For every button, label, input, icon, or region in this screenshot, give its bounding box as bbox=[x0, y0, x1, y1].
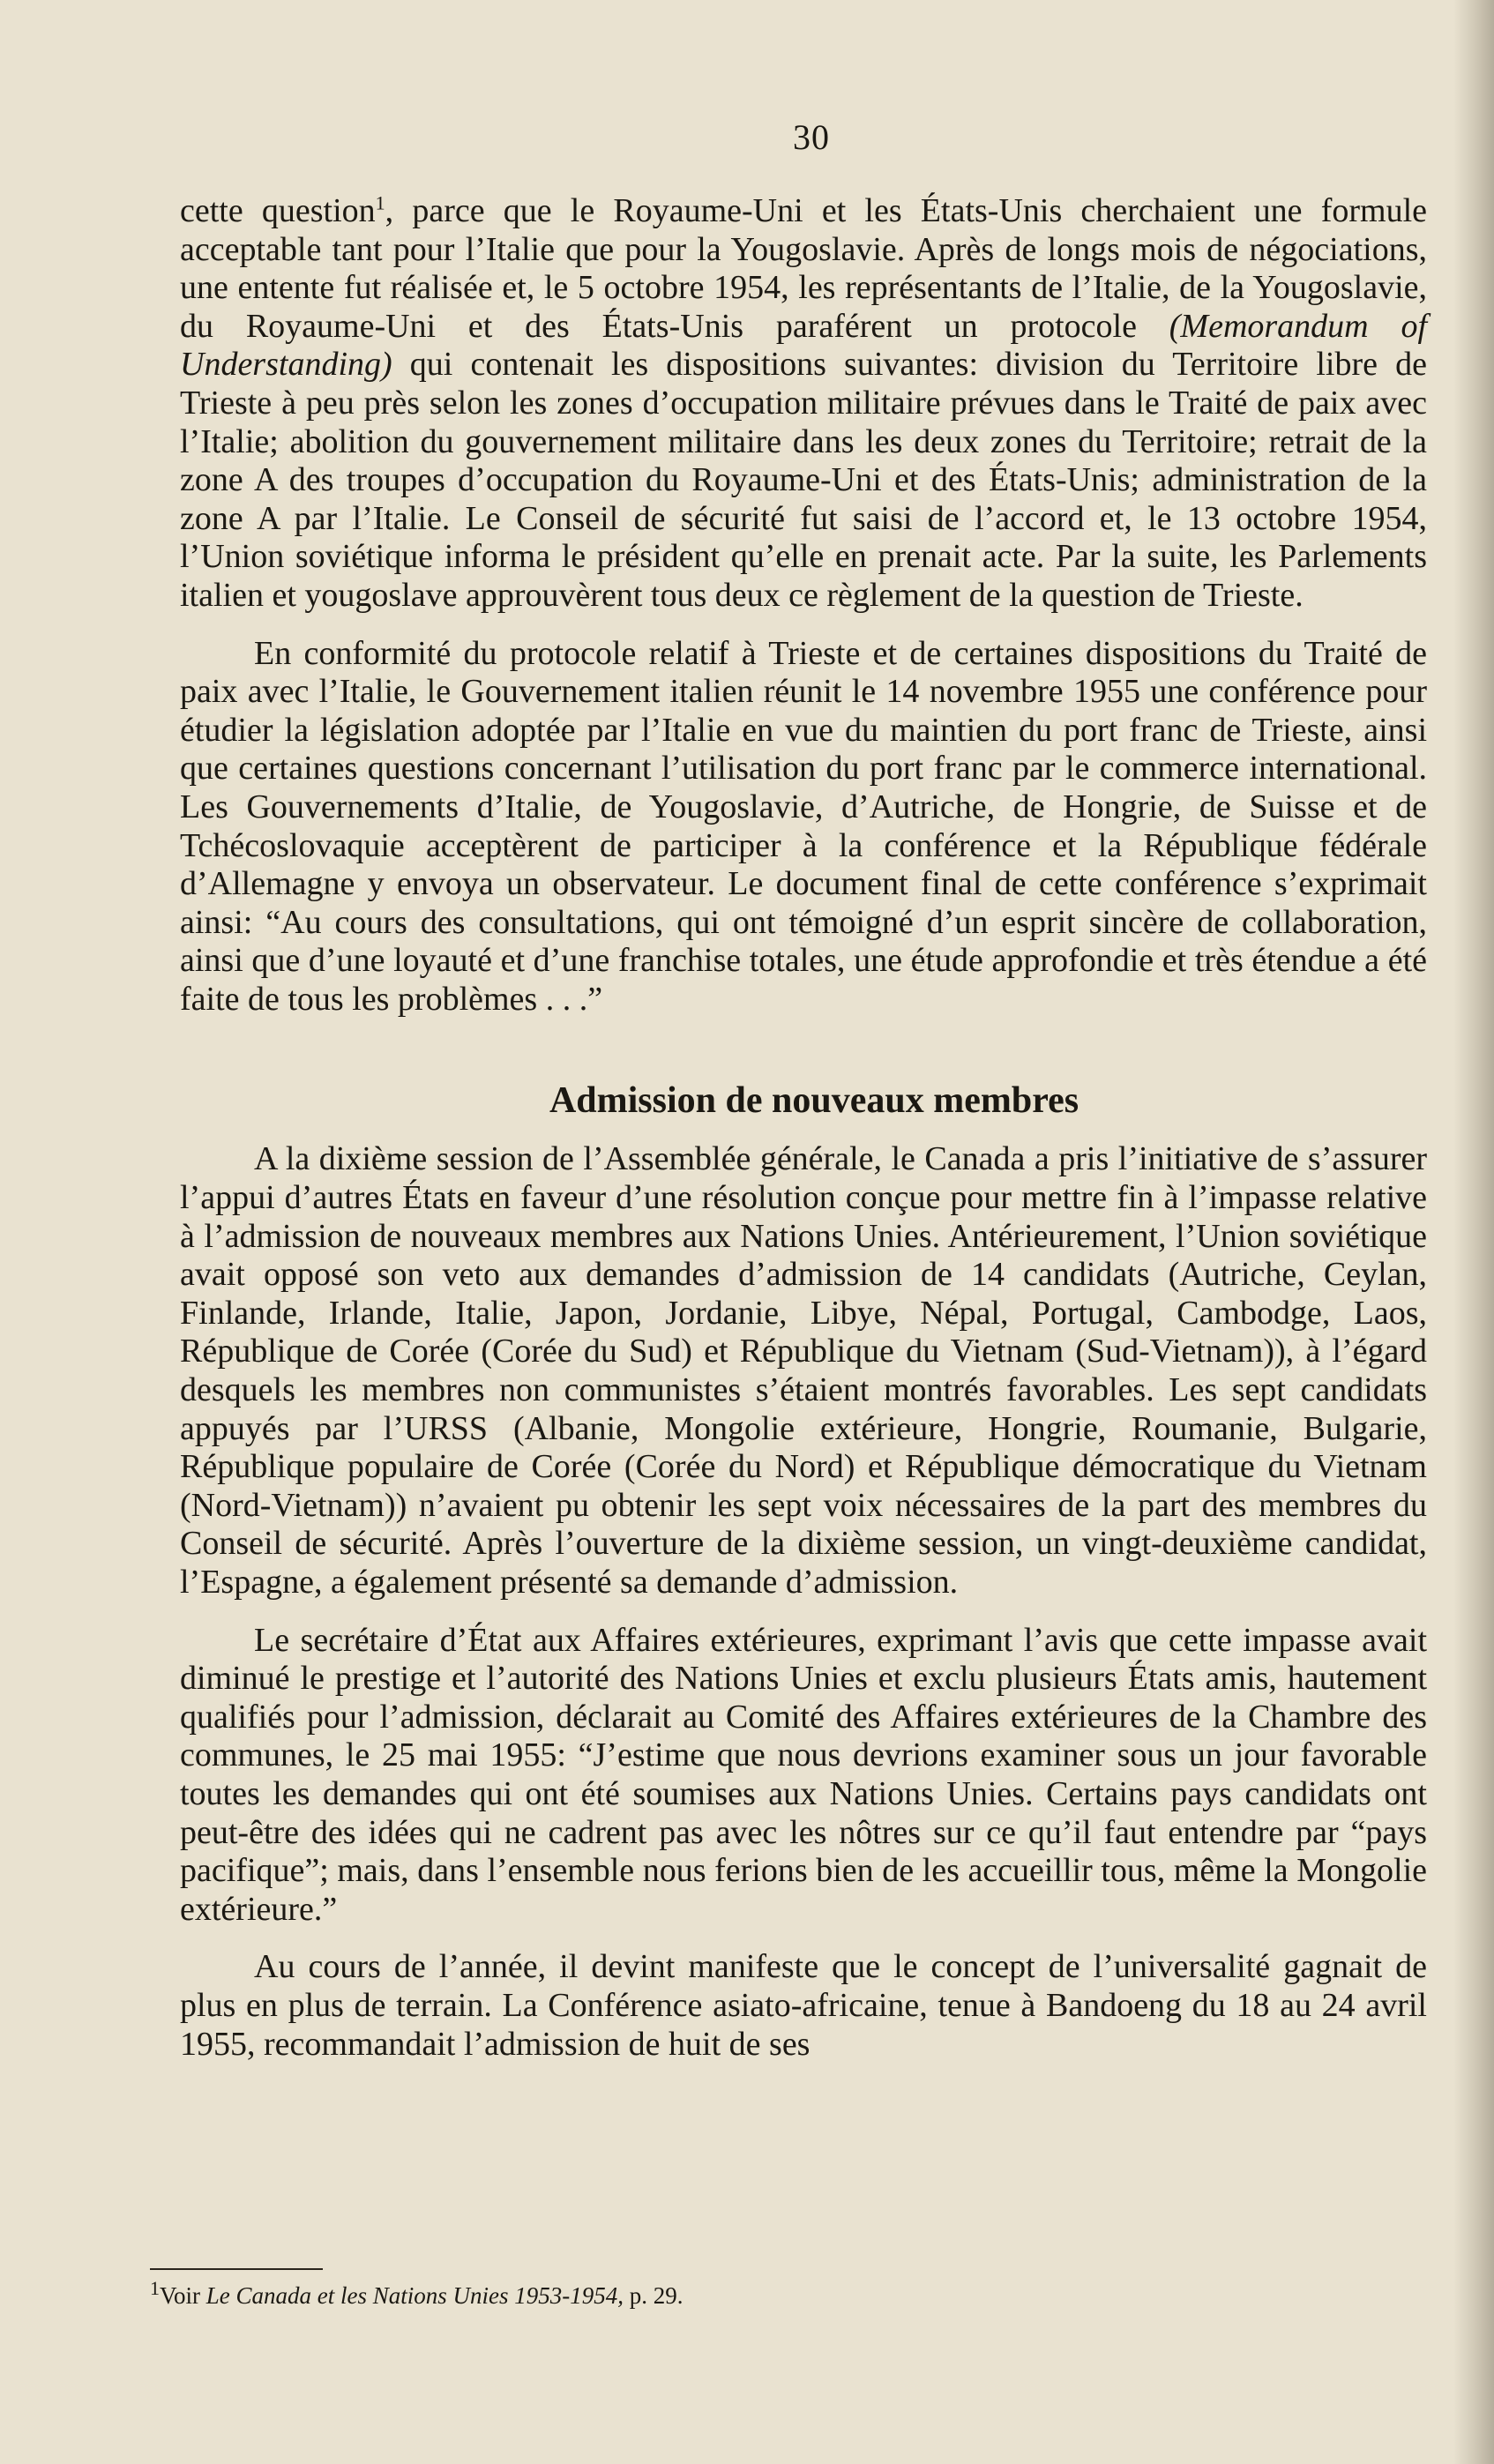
memorandum-title: (Memorandum of Understanding) bbox=[180, 307, 1427, 384]
footnote-reference: 1 bbox=[375, 191, 385, 214]
footnote-marker: 1 bbox=[150, 2277, 160, 2299]
section-heading: Admission de nouveaux membres bbox=[549, 1080, 1079, 1122]
paragraph-trieste-protocol bbox=[180, 192, 1427, 616]
footnote-suffix: p. 29. bbox=[624, 2282, 684, 2309]
paragraph-universality: Au cours de l’année, il devint manifeste que le concept de l’universalité gagnait de plus en plus de terrain. La Conférence asiato-africaine, tenue à Bandoeng du 18 au 24 avril 1955, recommandait l’admission de huit de ses bbox=[180, 1948, 1427, 2063]
footnote-prefix: Voir bbox=[160, 2282, 206, 2309]
paragraph-new-members: A la dixième session de l’Assemblée générale, le Canada a pris l’initiative de s’assurer l’appui d’autres États en faveur d’une résolution conçue pour mettre fin à l’impasse relative à l’admission de nouveaux membres aux Nations Unies. Antérieurement, l’Union soviétique avait opposé son veto aux demandes d’admission de 14 candidats (Autriche, Ceylan, Finlande, Irlande, Italie, Japon, Jordanie, Libye, Népal, Portugal, Cambodge, Laos, République de Corée (Corée du Sud) et République du Vietnam (Sud-Vietnam)), à l’égard desquels les membres non communistes s’étaient montrés favorables. Les sept candidats appuyés par l’URSS (Albanie, Mongolie extérieure, Hongrie, Roumanie, Bulgarie, République populaire de Corée (Corée du Nord) et République démocratique du Vietnam (Nord-Vietnam)) n’avaient pu obtenir les sept voix nécessaires de la part des membres du Conseil de sécurité. Après l’ouverture de la dixième session, un vingt-deuxième candidat, l’Espagne, a également présenté sa demande d’admission. bbox=[180, 1140, 1427, 1601]
paragraph-secretary-statement: Le secrétaire d’État aux Affaires extérieures, exprimant l’avis que cette impasse avait diminué le prestige et l’autorité des Nations Unies et exclu plusieurs États amis, hautement qualifiés pour l’admission, déclarait au Comité des Affaires extérieures de la Chambre des communes, le 25 mai 1955: “J’estime que nous devrions examiner sous un jour favorable toutes les demandes qui ont été soumises aux Nations Unies. Certains pays candidats ont peut-être des idées qui ne cadrent pas avec les nôtres sur ce qu’il faut entendre par “pays pacifique”; mais, dans l’ensemble nous ferions bien de les accueillir tous, même la Mongolie extérieure.” bbox=[180, 1621, 1427, 1928]
page-body bbox=[180, 192, 1427, 2064]
page-edge-shadow bbox=[1453, 0, 1494, 2464]
page-number: 30 bbox=[793, 117, 830, 157]
paragraph-text-start: cette question bbox=[180, 192, 376, 229]
footnote-rule bbox=[150, 2268, 323, 2270]
paragraph-text-end: qui contenait les dispositions suivantes: division du Territoire libre de Trieste à peu près selon les zones d’occupation militaire prévues dans le Traité de paix avec l’Italie; abolition du gouvernement militaire dans les deux zones du Territoire; retrait de la zone A des troupes d’occupation du Royaume-Uni et des États-Unis; administration de la zone A par l’Italie. Le Conseil de sécurité fut saisi de l’accord et, le 13 octobre 1954, l’Union soviétique informa le président qu’elle en prenait acte. Par la suite, les Parlements italien et yougoslave approuvèrent tous deux ce règlement de la question de Trieste. bbox=[180, 346, 1427, 614]
footnote-citation-title: Le Canada et les Nations Unies 1953-1954, bbox=[205, 2282, 624, 2309]
paragraph-text-middle: , parce que le Royaume-Uni et les États-Unis cherchaient une formule acceptable tant pour l’Italie que pour la Yougoslavie. Après de longs mois de négociations, une entente fut réalisée et, le 5 octobre 1954, les représentants de l’Italie, de la Yougoslavie, du Royaume-Uni et des États-Unis paraférent un protocole bbox=[180, 192, 1427, 345]
footnote bbox=[150, 2277, 684, 2311]
paragraph-free-port-conference: En conformité du protocole relatif à Trieste et de certaines dispositions du Traité de paix avec l’Italie, le Gouvernement italien réunit le 14 novembre 1955 une conférence pour étudier la législation adoptée par l’Italie en vue du maintien du port franc de Trieste, ainsi que certaines questions concernant l’utilisation du port franc par le commerce international. Les Gouvernements d’Italie, de Yougoslavie, d’Autriche, de Hongrie, de Suisse et de Tchécoslovaquie acceptèrent de participer à la conférence et la République fédérale d’Allemagne y envoya un observateur. Le document final de cette conférence s’exprimait ainsi: “Au cours des consultations, qui ont témoigné d’un esprit sincère de collaboration, ainsi que d’une loyauté et d’une franchise totales, une étude approfondie et très étendue a été faite de tous les problèmes . . .” bbox=[180, 634, 1427, 1018]
